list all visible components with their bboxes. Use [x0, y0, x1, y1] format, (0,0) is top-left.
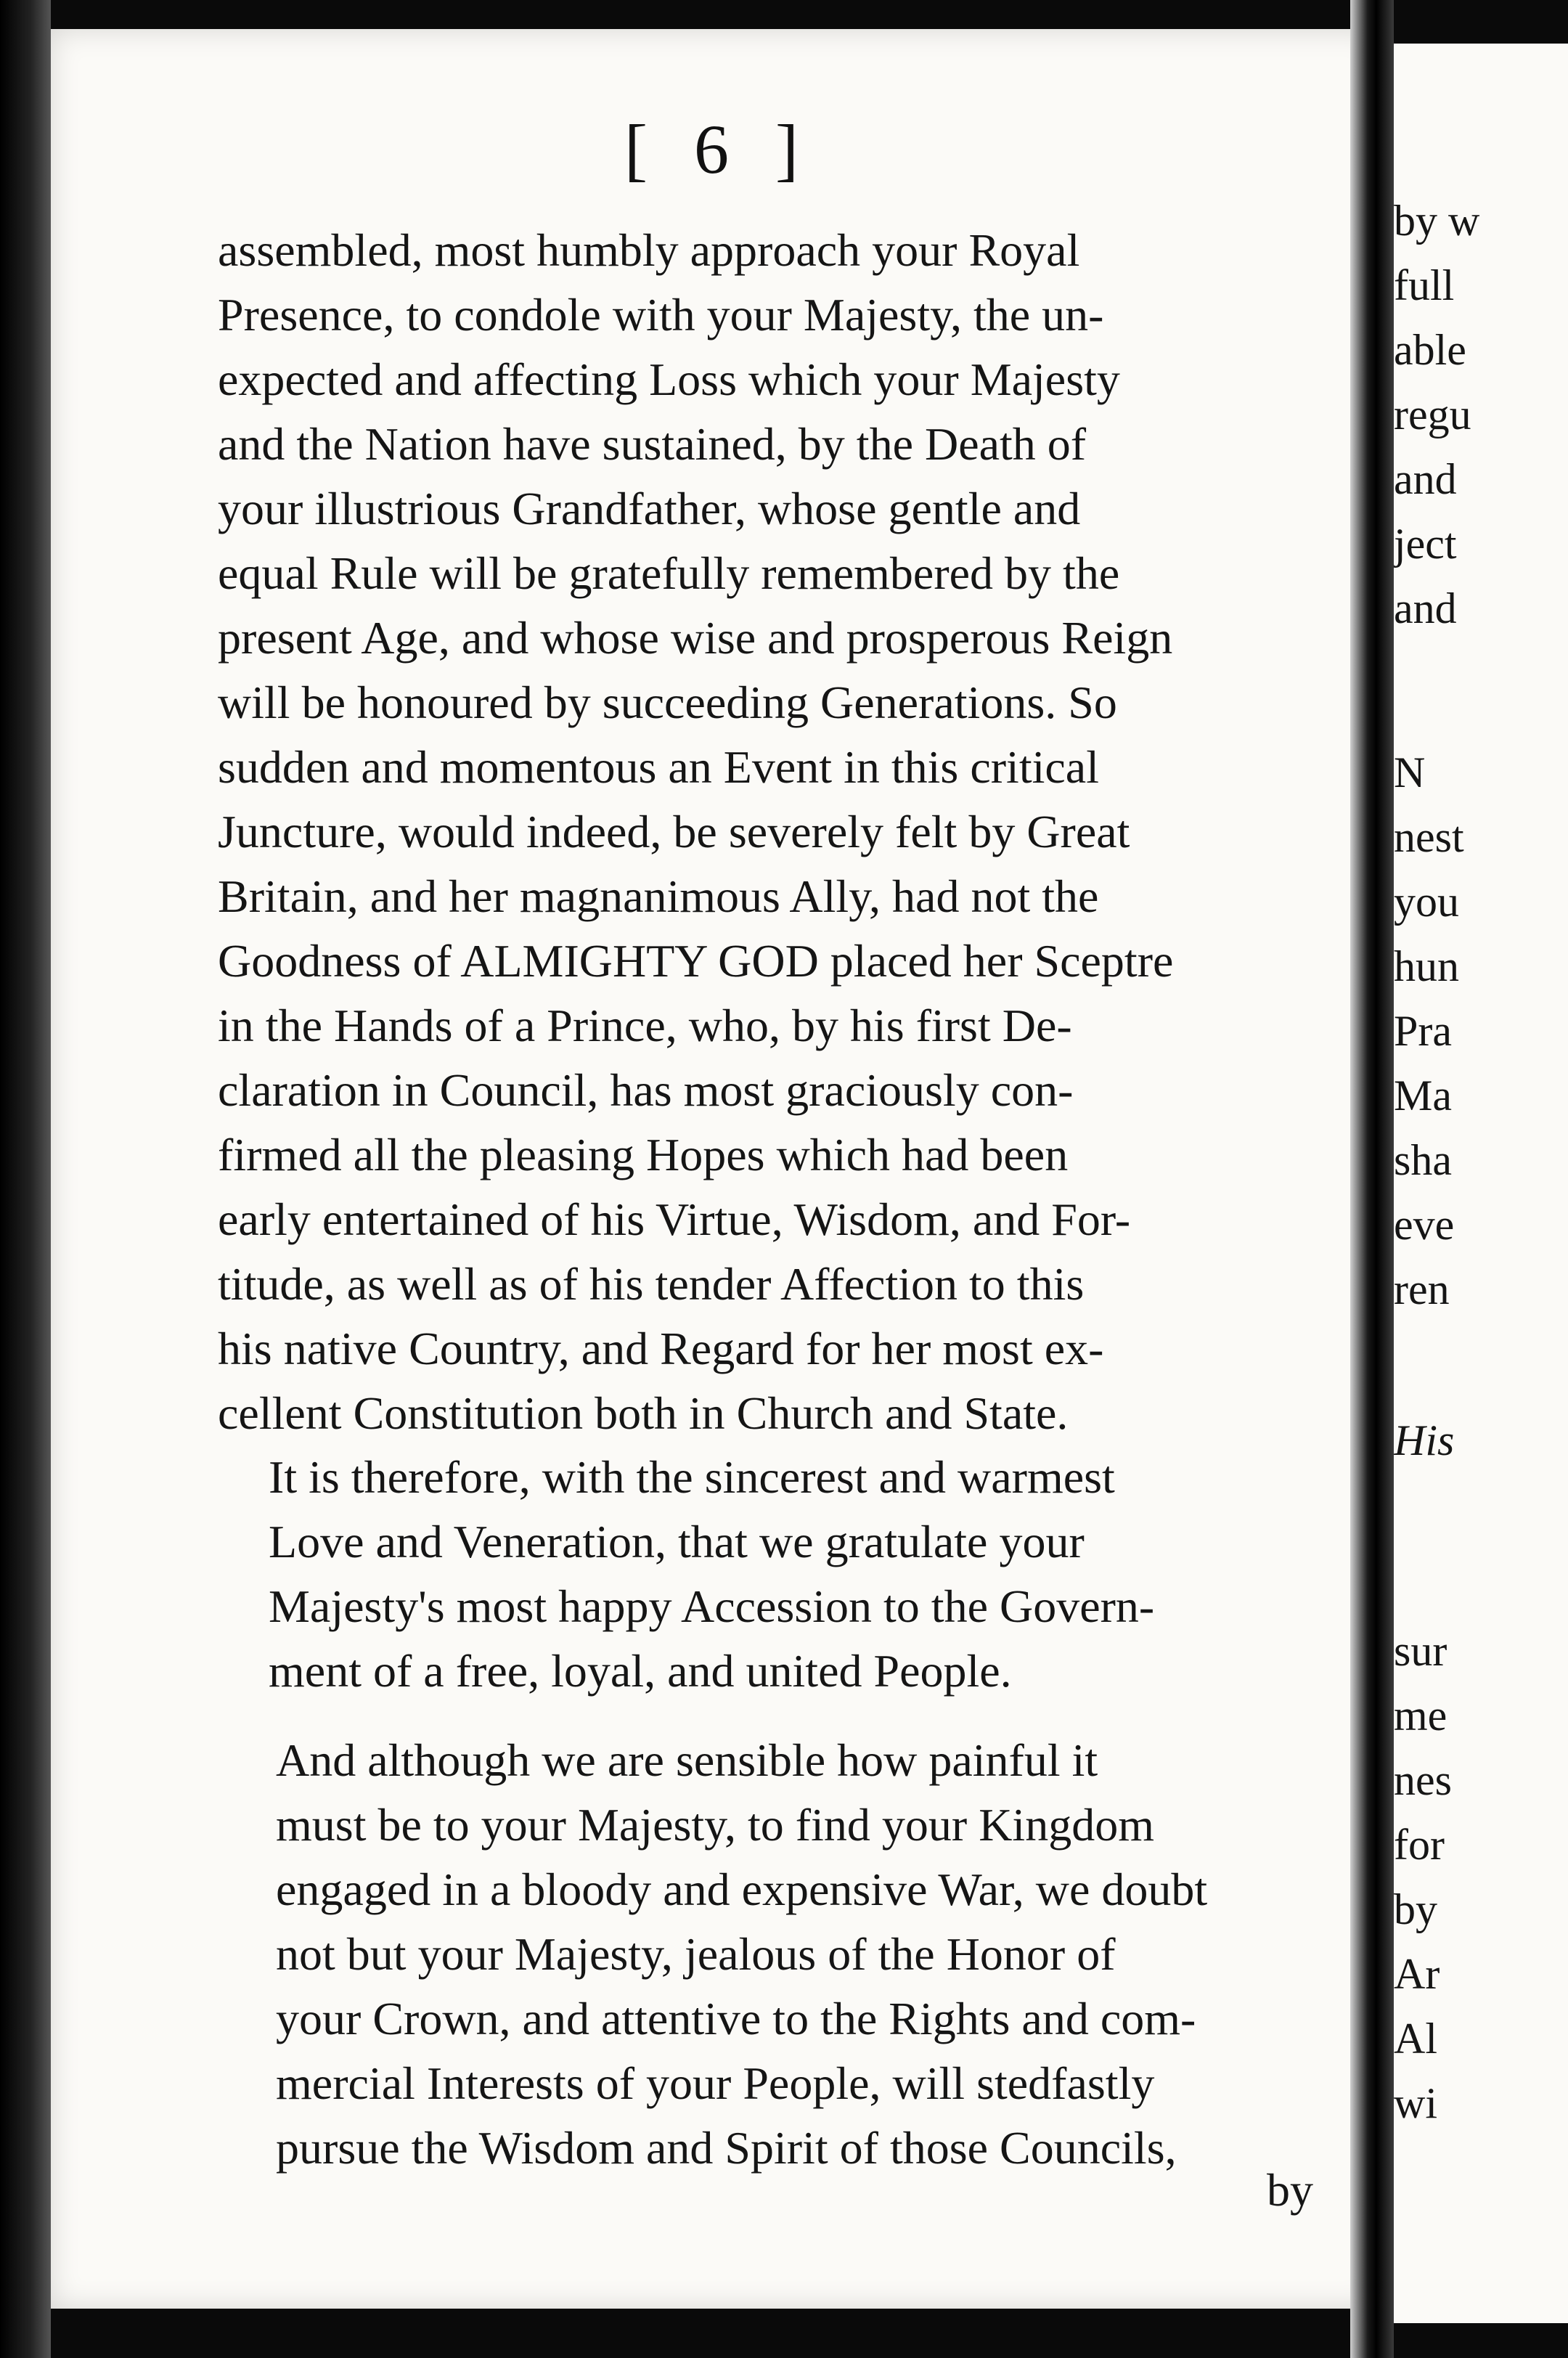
fragment-line: sha — [1394, 1136, 1452, 1184]
text-line: expected and affecting Loss which your Majesty — [218, 354, 1120, 405]
text-line: present Age, and whose wise and prosperous Reign — [218, 612, 1173, 664]
text-line: early entertained of his Virtue, Wisdom, and For- — [218, 1194, 1131, 1245]
text-line: And although we are sensible how painful it — [276, 1734, 1098, 1786]
text-line: Presence, to condole with your Majesty, the un- — [218, 289, 1104, 340]
fragment-line: ject — [1394, 520, 1457, 568]
text-line: must be to your Majesty, to find your Kingdom — [276, 1799, 1154, 1851]
fragment-line: wi — [1394, 2079, 1437, 2127]
text-line: in the Hands of a Prince, who, by his first De- — [218, 1000, 1072, 1051]
text-line: Love and Veneration, that we gratulate your — [269, 1516, 1085, 1567]
text-line: not but your Majesty, jealous of the Honor of — [276, 1928, 1116, 1980]
page-number: [ 6 ] — [624, 110, 813, 188]
fragment-line: nest — [1394, 813, 1464, 861]
fragment-line: N — [1394, 748, 1426, 796]
text-line: equal Rule will be gratefully remembered by the — [218, 547, 1120, 599]
text-line: It is therefore, with the sincerest and warmest — [269, 1451, 1115, 1503]
fragment-line: eve — [1394, 1201, 1455, 1249]
text-line: his native Country, and Regard for her most ex- — [218, 1323, 1104, 1374]
left-edge-shadow — [0, 0, 51, 2358]
facing-page-low-fragments — [1394, 1619, 1452, 2136]
text-line: pursue the Wisdom and Spirit of those Councils, — [276, 2122, 1177, 2174]
text-line: Majesty's most happy Accession to the Govern- — [269, 1580, 1155, 1632]
fragment-line: you — [1394, 878, 1459, 926]
facing-page-mid-fragments — [1394, 741, 1464, 1322]
text-line: Juncture, would indeed, be severely felt by Great — [218, 806, 1130, 857]
text-line: titude, as well as of his tender Affection to this — [218, 1258, 1085, 1310]
fragment-line: able — [1394, 326, 1466, 374]
text-line: Goodness of ALMIGHTY GOD placed her Sceptre — [218, 935, 1174, 987]
text-line: and the Nation have sustained, by the Death of — [218, 418, 1087, 470]
fragment-line: by — [1394, 1885, 1437, 1933]
facing-page-top-fragments — [1394, 189, 1479, 641]
text-line: mercial Interests of your People, will stedfastly — [276, 2057, 1155, 2109]
paragraph-2 — [269, 1445, 1154, 1703]
catchword: by — [1267, 2164, 1313, 2216]
fragment-line: sur — [1394, 1627, 1447, 1675]
fragment-line: full — [1394, 261, 1455, 309]
facing-page — [1394, 44, 1568, 2323]
text-line: engaged in a bloody and expensive War, we doubt — [276, 1864, 1208, 1915]
text-line: ment of a free, loyal, and united People. — [269, 1645, 1012, 1697]
text-line: firmed all the pleasing Hopes which had been — [218, 1129, 1069, 1180]
fragment-line: Ar — [1394, 1950, 1440, 1998]
fragment-line: hun — [1394, 942, 1459, 990]
paragraph-1 — [218, 218, 1173, 1445]
text-line: sudden and momentous an Event in this critical — [218, 741, 1099, 793]
fragment-line: Ma — [1394, 1072, 1452, 1119]
text-line: assembled, most humbly approach your Royal — [218, 224, 1080, 276]
fragment-line: by w — [1394, 197, 1480, 245]
fragment-line: for — [1394, 1821, 1445, 1869]
fragment-line: Al — [1394, 2015, 1437, 2063]
text-line: claration in Council, has most graciously con- — [218, 1064, 1074, 1116]
facing-page-heading-fragment: His — [1394, 1416, 1455, 1464]
paragraph-3 — [276, 1728, 1207, 2180]
text-line: your Crown, and attentive to the Rights and com- — [276, 1993, 1196, 2044]
book-gutter — [1350, 0, 1394, 2358]
text-line: will be honoured by succeeding Generations. So — [218, 677, 1117, 728]
fragment-line: regu — [1394, 391, 1471, 438]
fragment-line: and — [1394, 455, 1457, 503]
fragment-line: ren — [1394, 1265, 1450, 1313]
fragment-line: Pra — [1394, 1007, 1452, 1055]
text-line: Britain, and her magnanimous Ally, had not the — [218, 870, 1099, 922]
text-line: your illustrious Grandfather, whose gentle and — [218, 483, 1081, 534]
fragment-line: me — [1394, 1692, 1447, 1739]
fragment-line: nes — [1394, 1756, 1452, 1804]
text-line: cellent Constitution both in Church and State. — [218, 1387, 1069, 1439]
fragment-line: and — [1394, 584, 1457, 632]
